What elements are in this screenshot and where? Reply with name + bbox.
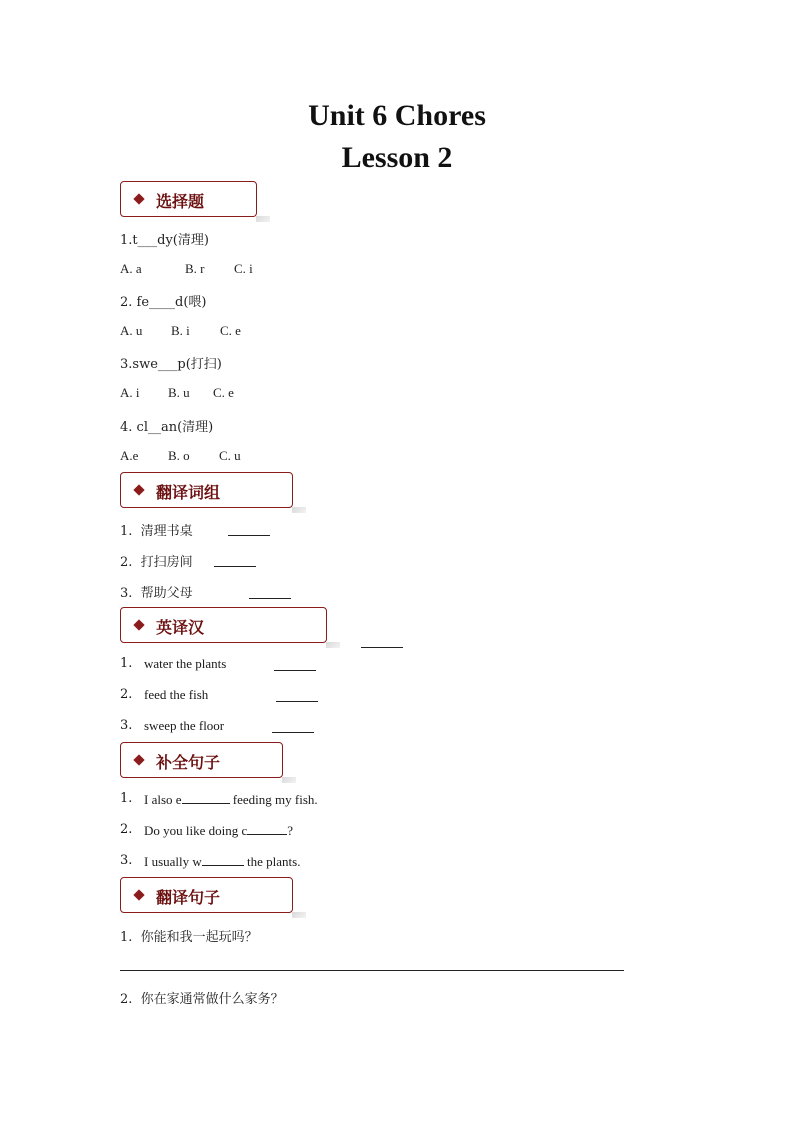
section-label: 翻译句子 (156, 888, 221, 907)
question-3: 3.swe___p(打扫) (120, 357, 222, 372)
diamond-icon (133, 484, 144, 495)
diamond-icon (133, 889, 144, 900)
option-a: A. i (120, 385, 140, 400)
english-phrase: feed the fish (144, 687, 209, 702)
answer-blank[interactable] (249, 597, 291, 599)
option-a: A. a (120, 261, 142, 276)
answer-blank[interactable] (182, 791, 230, 804)
answer-blank[interactable] (272, 731, 314, 733)
diamond-icon (133, 754, 144, 765)
option-c: C. e (220, 323, 241, 338)
section-label: 选择题 (156, 192, 205, 211)
item-number: 3. (120, 853, 133, 868)
option-c: C. i (234, 261, 253, 276)
section-header-phrases (120, 472, 293, 508)
option-a: A.e (120, 448, 139, 463)
item-number: 2. (120, 822, 133, 837)
section-header-translate (120, 877, 293, 913)
answer-blank[interactable] (214, 565, 256, 567)
answer-blank[interactable] (361, 646, 403, 648)
english-phrase: sweep the floor (144, 718, 225, 733)
page-title: Unit 6 Chores (308, 99, 486, 132)
translate-question-2: 2. 你在家通常做什么家务？ (120, 992, 284, 1007)
diamond-icon (133, 619, 144, 630)
question-1: 1.t___dy(清理) (120, 233, 209, 248)
item-number: 3. (120, 718, 133, 733)
question-2: 2. fe____d(喂) (120, 295, 207, 310)
section-label: 英译汉 (156, 618, 205, 637)
option-c: C. u (219, 448, 241, 463)
english-phrase: water the plants (144, 656, 227, 671)
item-number: 1. (120, 656, 133, 671)
section-header-en-cn (120, 607, 327, 643)
sentence-3: I usually w the plants. (144, 854, 301, 869)
section-label: 翻译词组 (156, 483, 221, 502)
option-b: B. i (171, 323, 190, 338)
phrase-1: 1. 清理书桌 (120, 524, 193, 539)
answer-blank[interactable] (228, 534, 270, 536)
sentence-1: I also e feeding my fish. (144, 792, 318, 807)
diamond-icon (133, 193, 144, 204)
phrase-2: 2. 打扫房间 (120, 555, 193, 570)
item-number: 1. (120, 791, 133, 806)
option-b: B. r (185, 261, 205, 276)
answer-blank[interactable] (276, 700, 318, 702)
item-number: 2. (120, 687, 133, 702)
answer-blank[interactable] (274, 669, 316, 671)
translate-question-1: 1. 你能和我一起玩吗？ (120, 930, 258, 945)
option-b: B. o (168, 448, 190, 463)
question-4: 4. cl__an(清理) (120, 420, 214, 435)
option-a: A. u (120, 323, 143, 338)
phrase-3: 3. 帮助父母 (120, 586, 193, 601)
option-b: B. u (168, 385, 190, 400)
answer-blank[interactable] (202, 853, 244, 866)
section-header-complete (120, 742, 283, 778)
option-c: C. e (213, 385, 234, 400)
answer-blank[interactable] (247, 822, 287, 835)
answer-line[interactable] (120, 970, 624, 971)
section-label: 补全句子 (156, 753, 221, 772)
section-header-choice (120, 181, 257, 217)
lesson-title: Lesson 2 (341, 141, 453, 174)
sentence-2: Do you like doing c ? (144, 823, 294, 838)
